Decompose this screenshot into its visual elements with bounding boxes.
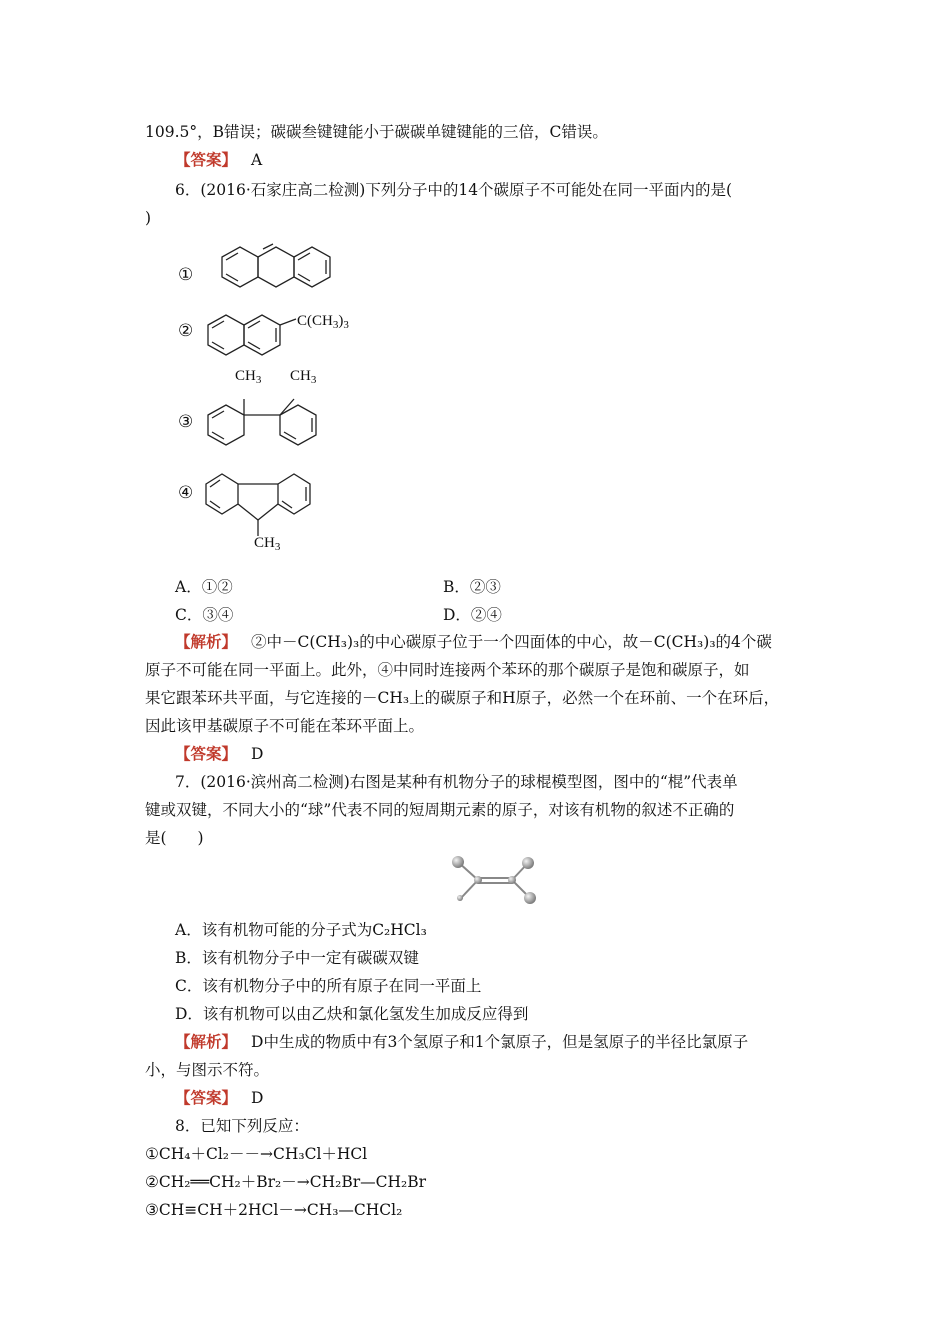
q8-stem: 8．已知下列反应： [175,1117,309,1135]
naphthalene-structure [200,305,310,365]
q6-option-c: C．③④ [175,606,234,624]
analysis-tag: 【解析】 [175,1032,238,1051]
q8-reaction-2: ②CH₂══CH₂＋Br₂－→CH₂Br—CH₂Br [145,1173,427,1191]
q7-stem-line2: 键或双键，不同大小的“球”代表不同的短周期元素的原子，对该有机物的叙述不正确的 [145,801,735,819]
phenanthrene-structure [200,235,340,305]
structure-label-1: ① [178,265,194,285]
structure-label-3: ③ [178,412,194,432]
q7-option-d: D．该有机物可以由乙炔和氯化氢发生加成反应得到 [175,1005,529,1023]
q6-answer-line [175,744,263,764]
ball-stick-model [448,852,543,912]
q6-option-b: B．②③ [443,578,501,596]
q6-stem-line1: 6．(2016·石家庄高二检测)下列分子中的14个碳原子不可能处在同一平面内的是( [175,181,733,199]
q5-answer-line [175,150,262,170]
fluorene-structure [200,462,330,542]
answer-tag: 【答案】 [175,150,238,169]
answer-tag: 【答案】 [175,1088,238,1107]
q6-analysis-line2: 原子不可能在同一平面上。此外，④中同时连接两个苯环的那个碳原子是饱和碳原子，如 [145,661,750,679]
q6-analysis-line3: 果它跟苯环共平面，与它连接的－CH₃上的碳原子和H原子，必然一个在环前、一个在环后， [145,689,780,707]
methyl-label-fluorene: $CH_3$ [254,535,281,553]
q5-tail-text: 109.5°，B错误；碳碳叁键键能小于碳碳单键键能的三倍，C错误。 [145,123,608,141]
q6-stem-line2: ) [145,209,152,227]
q6-option-d: D．②④ [443,606,502,624]
answer-tag: 【答案】 [175,744,238,763]
q5-answer: A [251,151,263,169]
q6-analysis-line4: 因此该甲基碳原子不可能在苯环平面上。 [145,717,425,735]
q8-reaction-3: ③CH≡CH＋2HCl－→CH₃—CHCl₂ [145,1201,403,1219]
tert-butyl-group: $C(CH_3)_3$ [297,313,349,331]
q7-analysis-line1: 【解析】 D中生成的物质中有3个氢原子和1个氯原子，但是氢原子的半径比氯原子 [175,1032,749,1051]
q6-answer: D [251,745,264,763]
q6-option-a: A．①② [175,578,233,596]
q7-stem-line3: 是( ) [145,829,204,847]
biphenyl-structure [200,385,340,455]
q7-option-a: A．该有机物可能的分子式为C₂HCl₃ [175,921,427,939]
q7-option-c: C．该有机物分子中的所有原子在同一平面上 [175,977,482,995]
methyl-label-right: $CH_3$ [290,368,317,386]
q7-analysis-line2: 小，与图示不符。 [145,1061,270,1079]
q6-analysis-line1: 【解析】 ②中－C(CH₃)₃的中心碳原子位于一个四面体的中心，故－C(CH₃)₃的4个碳 [175,632,772,651]
methyl-label-left: $CH_3$ [235,368,262,386]
q7-answer: D [251,1089,264,1107]
analysis-tag: 【解析】 [175,632,238,651]
q7-stem-line1: 7．(2016·滨州高二检测)右图是某种有机物分子的球棍模型图，图中的“棍”代表单 [175,773,738,791]
q7-option-b: B．该有机物分子中一定有碳碳双键 [175,949,419,967]
q7-answer-line [175,1088,263,1108]
q8-reaction-1: ①CH₄＋Cl₂－－→CH₃Cl＋HCl [145,1145,368,1163]
structure-label-2: ② [178,321,194,341]
structure-label-4: ④ [178,483,194,503]
